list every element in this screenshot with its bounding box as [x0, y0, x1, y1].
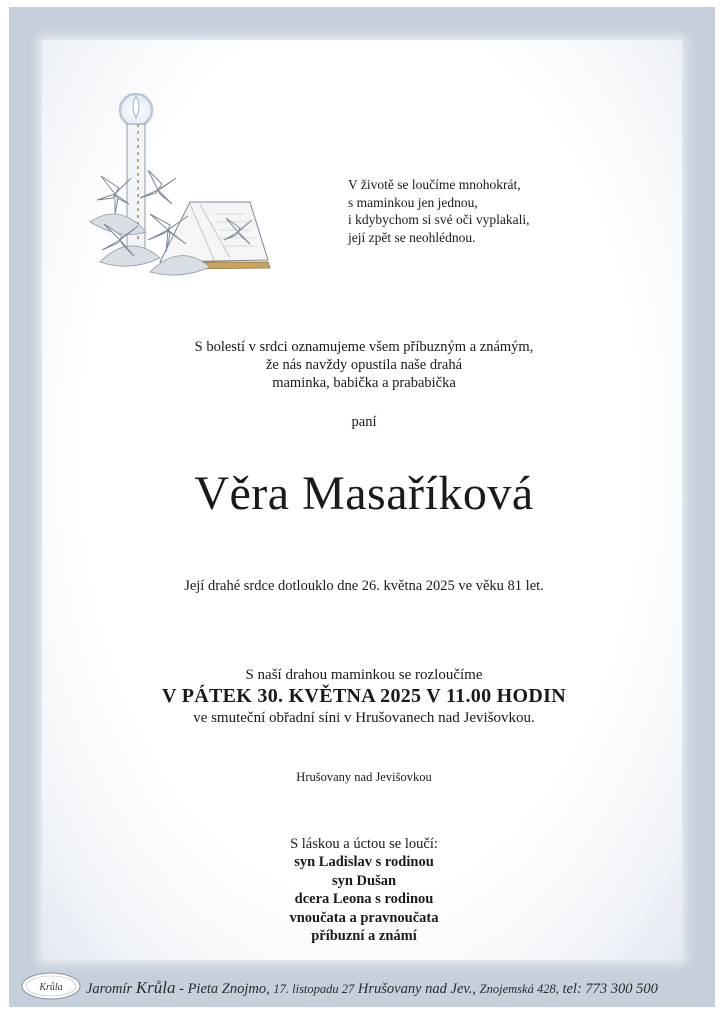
intro-line: S bolestí v srdci oznamujeme všem příbuzným a známým, [194, 339, 534, 355]
town-name: Hrušovany nad Jevišovkou [296, 770, 432, 784]
honorific: paní [351, 414, 377, 430]
footer-phone: 773 300 500 [585, 981, 658, 997]
mourner-entry: příbuzní a známí [311, 928, 417, 944]
footer-brand: Krůla [135, 978, 176, 997]
footer-text-1: - Pieta Znojmo, [175, 981, 274, 997]
mourners-intro: S láskou a úctou se loučí: [290, 836, 438, 852]
footer-text-2: Hrušovany nad Jev., [354, 981, 480, 997]
mourner-entry: vnoučata a pravnoučata [289, 909, 439, 926]
footer-phone-label: tel: [558, 981, 586, 997]
death-date-line: Její drahé srdce dotlouklo dne 26. května 2025 ve věku 81 let. [184, 578, 544, 594]
candle-book-lily-illustration [80, 82, 280, 282]
mourner-entry: dcera Leona s rodinou [294, 891, 434, 907]
farewell-date: V PÁTEK 30. KVĚTNA 2025 V 11.00 HODIN [162, 685, 566, 707]
verse-line: její zpět se neohlédnou. [348, 229, 476, 245]
verse-line: s maminkou jen jednou, [348, 194, 478, 210]
farewell-place: ve smuteční obřadní síni v Hrušovanech nad Jevišovkou. [193, 710, 535, 726]
footer-address-1: 17. listopadu 27 [273, 982, 355, 996]
deceased-name: Věra Masaříková [194, 467, 534, 520]
footer-name-prefix: Jaromír [86, 981, 136, 997]
funeral-service-logo [20, 970, 82, 1002]
mourner-entry: syn Dušan [331, 872, 397, 889]
announcement-intro [0, 338, 728, 392]
intro-line: že nás navždy opustila naše drahá [265, 357, 463, 373]
verse-poem [348, 176, 529, 246]
funeral-service-footer [86, 978, 658, 998]
farewell-intro: S naší drahou maminkou se rozloučíme [245, 667, 483, 683]
logo-text: Krůla [39, 982, 63, 993]
footer-address-2: Znojemská 428, [479, 982, 559, 996]
mourner-entry: syn Ladislav s rodinou [294, 854, 434, 870]
verse-line: V životě se loučíme mnohokrát, [348, 177, 521, 192]
intro-line: maminka, babička a prababička [272, 375, 456, 391]
mourners-list [0, 853, 728, 946]
verse-line: i kdybychom si své oči vyplakali, [348, 212, 530, 227]
